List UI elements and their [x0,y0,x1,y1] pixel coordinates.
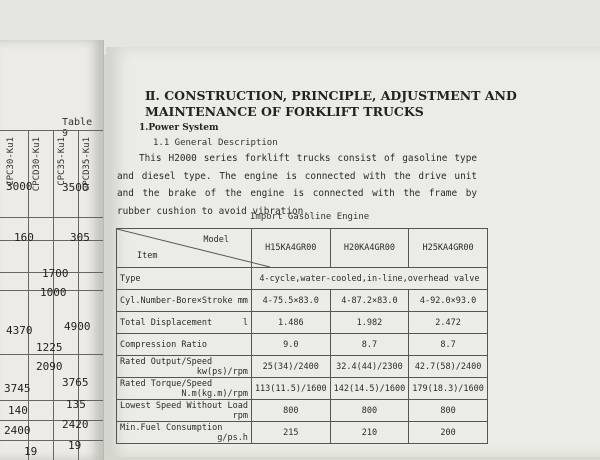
param-value-cell: 4-cycle,water-cooled,in-line,overhead valve [251,268,487,290]
left-cell: 3745 [4,382,31,395]
left-cell: 1000 [40,286,67,299]
left-cell: 3000 [6,180,33,193]
param-name-cell [117,422,252,444]
left-cell: 4900 [64,320,91,333]
param-unit: N.m(kg.m)/rpm [181,388,248,399]
param-value-cell: 9.0 [251,334,330,356]
left-col-header: CPCD30-Ku1 [32,137,42,192]
param-name-cell [117,290,252,312]
left-cell: 3500 [62,181,89,194]
param-unit: g/ps.h [217,432,248,443]
table-row [117,400,488,422]
left-table-rule [0,440,103,441]
param-name-cell [117,334,252,356]
param-name: Min.Fuel Consumption [120,422,223,433]
param-value-cell: 25(34)/2400 [251,356,330,378]
param-value-cell: 800 [251,400,330,422]
model-header-cell: H25KA4GR00 [409,229,488,268]
table-row [117,334,488,356]
left-col-header: CPCD35-Ku1 [82,137,92,192]
left-cell: 2090 [36,360,63,373]
left-cell: 160 [14,231,34,244]
param-value-cell: 210 [330,422,409,444]
param-unit: mm [237,295,248,306]
param-unit: rpm [232,410,248,421]
left-col-header: CPC30-Ku1 [6,137,16,186]
table-corner-cell [117,229,252,268]
param-value-cell: 142(14.5)/1600 [330,378,409,400]
section-heading: Ⅱ. CONSTRUCTION, PRINCIPLE, ADJUSTMENT AND MAINTENANCE OF FORKLIFT TRUCKS [145,88,517,119]
left-cell: 2400 [4,424,31,437]
param-name: Cyl.Number-Bore×Stroke [120,295,233,306]
corner-diagonal [117,229,270,267]
left-cell: 19 [68,439,82,452]
left-cell: 1225 [36,341,63,354]
subsection-heading: 1.Power System [139,123,219,133]
left-cell: 1700 [42,267,69,280]
param-name: Rated Output/Speed [120,356,213,367]
model-header-cell: H20KA4GR00 [330,229,409,268]
param-value-cell: 42.7(58)/2400 [409,356,488,378]
param-name: Lowest Speed Without Load [120,400,248,411]
param-value-cell: 800 [330,400,409,422]
param-value-cell: 2.472 [409,312,488,334]
left-table-rule [0,217,103,218]
left-table-rule [0,400,103,401]
model-header-cell: H15KA4GR00 [251,229,330,268]
param-name: Compression Ratio [120,339,207,350]
body-paragraph: This H2000 series forklift trucks consist of gasoline type and diesel type. The engine is connected with the drive unit and the brake of the engine is connected with the frame by rubber cushion to avoid vibration. [117,153,477,217]
param-value-cell: 215 [251,422,330,444]
param-name: Rated Torque/Speed [120,378,213,389]
param-name-cell [117,312,252,334]
param-unit: kw(ps)/rpm [196,366,248,377]
table-caption: Import Gasoline Engine [250,212,370,222]
table-row [117,378,488,400]
param-value-cell: 32.4(44)/2300 [330,356,409,378]
param-unit: l [242,317,248,328]
table-row [117,312,488,334]
left-col-header: CPC35-Ku1 [57,137,67,186]
param-name-cell [117,378,252,400]
param-name-cell [117,356,252,378]
param-name: Total Displacement [120,317,213,328]
param-value-cell: 4-75.5×83.0 [251,290,330,312]
left-cell: 19 [24,445,38,458]
param-value-cell: 1.486 [251,312,330,334]
table-row [117,422,488,444]
left-table-label: Table 9 [62,117,93,139]
param-value-cell: 113(11.5)/1600 [251,378,330,400]
header-item-label: Item [137,251,158,261]
table-row [117,356,488,378]
param-value-cell: 8.7 [409,334,488,356]
header-model-label: Model [203,235,229,245]
left-cell: 3765 [62,376,89,389]
param-value-cell: 4-87.2×83.0 [330,290,409,312]
engine-spec-table [116,228,488,444]
left-cell: 2420 [62,418,89,431]
subsubsection-heading: 1.1 General Description [153,138,278,148]
param-value-cell: 200 [409,422,488,444]
param-value-cell: 8.7 [330,334,409,356]
param-value-cell: 800 [409,400,488,422]
table-row [117,268,488,290]
param-value-cell: 4-92.0×93.0 [409,290,488,312]
left-cell: 140 [8,404,28,417]
table-header-row [117,229,488,268]
param-name-cell [117,400,252,422]
left-table-rule [0,130,103,131]
left-cell: 305 [70,231,90,244]
table-row [117,290,488,312]
left-cell: 135 [66,398,86,411]
left-cell: 4370 [6,324,33,337]
left-page [0,40,104,460]
left-table-rule [0,354,103,355]
param-name-cell: Type [117,268,252,290]
param-value-cell: 1.982 [330,312,409,334]
param-value-cell: 179(18.3)/1600 [409,378,488,400]
